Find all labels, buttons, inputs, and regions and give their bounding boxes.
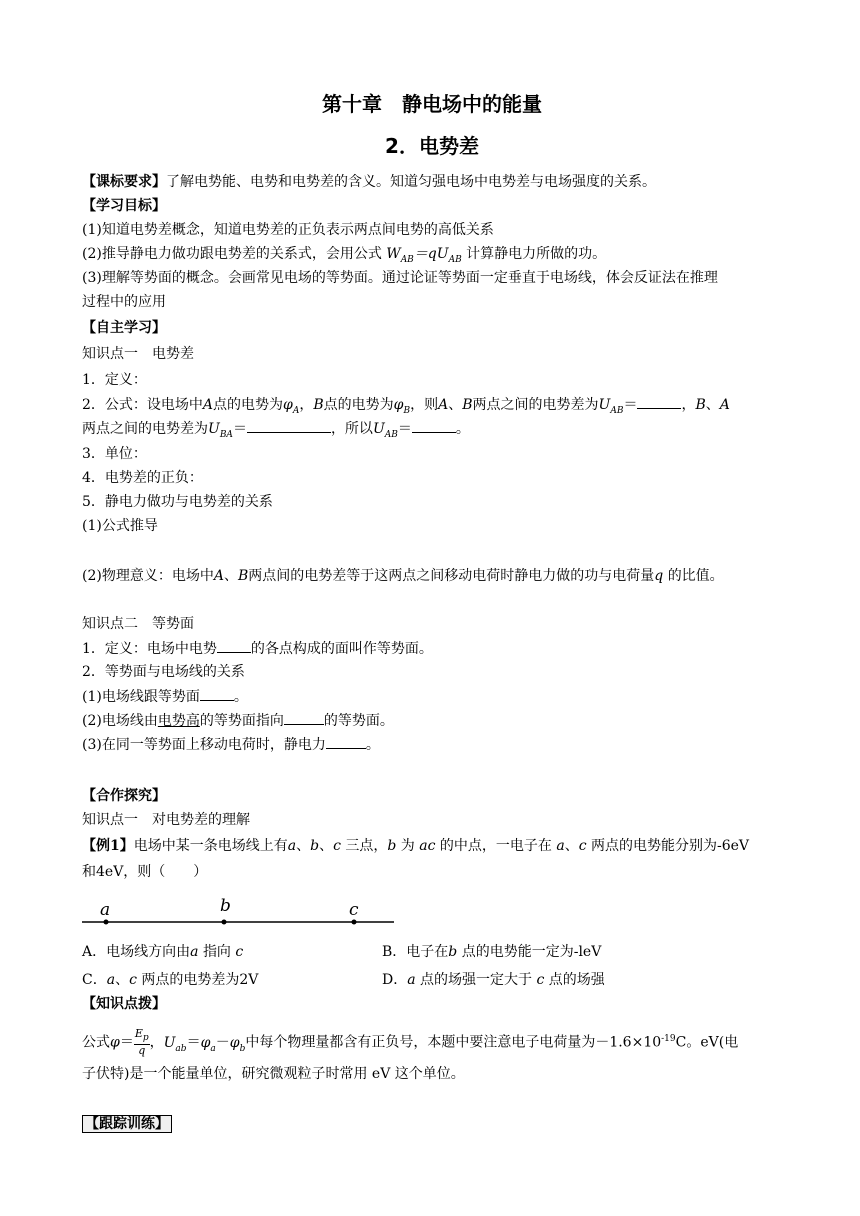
k1-formula-h: ，所以 bbox=[330, 421, 373, 437]
k1-def: 1．定义： bbox=[82, 372, 147, 388]
k2-r1 bbox=[82, 686, 782, 707]
k2-rel: 2．等势面与电场线的关系 bbox=[82, 664, 245, 680]
field-line-diagram bbox=[82, 896, 402, 936]
example-d: 的中点，一电子在 bbox=[439, 838, 552, 854]
goal-3: (3)理解等势面的概念。会画常见电场的等势面。通过论证等势面一定垂直于电场线，体会反证法在推理 bbox=[82, 270, 718, 286]
goal-1: (1)知道电势差概念，知道电势差的正负表示两点间电势的高低关系 bbox=[82, 222, 494, 238]
tips-c: C。eV(电 bbox=[675, 1034, 739, 1051]
k1-formula-g: 两点之间的电势差为 bbox=[82, 421, 208, 437]
k1-work: 5．静电力做功与电势差的关系 bbox=[82, 494, 273, 510]
tips-tag: 【知识点拨】 bbox=[82, 996, 166, 1012]
k2-r2-a: (2)电场线由 bbox=[82, 713, 158, 729]
k1-meaning: (2)物理意义：电场中A、B两点间的电势差等于这两点之间移动电荷时静电力做的功与电荷量q 的比值。 bbox=[82, 568, 724, 584]
blank-perp[interactable] bbox=[200, 686, 234, 701]
k1-formula: 2．公式：设电场中A点的电势为$\varphi_A$，B点的电势为$\varphi_B$，则A、B两点之间的电势差为$U_{AB}=$ ，B、A bbox=[82, 394, 782, 421]
example-a: 电场中某一条电场线上有 bbox=[133, 838, 288, 854]
requirement-tag: 【课标要求】 bbox=[82, 174, 166, 190]
label-a: a bbox=[100, 900, 111, 920]
option-b-text2: 点的电势能一定为-leV bbox=[461, 944, 602, 960]
k2-def bbox=[82, 638, 782, 659]
goal-3-cont: 过程中的应用 bbox=[82, 294, 166, 310]
k1-unit: 3．单位： bbox=[82, 446, 147, 462]
fraction-ep-q: $\frac{E_p}{q}$ bbox=[134, 1027, 149, 1058]
requirement-text: 了解电势能、电势和电势差的含义。知道匀强电场中电势差与电场强度的关系。 bbox=[166, 174, 656, 190]
chapter-title: 第十章 静电场中的能量 bbox=[322, 92, 542, 116]
goals-tag: 【学习目标】 bbox=[82, 198, 166, 214]
k1-meaning-a: (2)物理意义：电场中 bbox=[82, 568, 214, 584]
option-b-text: B．电子在 bbox=[382, 944, 449, 960]
tips-a: 公式 bbox=[82, 1034, 110, 1051]
goal-2-tail: 计算静电力所做的功。 bbox=[466, 246, 607, 262]
k2-r3-a: (3)在同一等势面上移动电荷时，静电力 bbox=[82, 737, 326, 753]
follow-line bbox=[82, 1114, 782, 1134]
k2-title: 知识点二 等势面 bbox=[82, 616, 194, 632]
example-c: 为 bbox=[400, 838, 415, 854]
option-c[interactable]: C．a、c 两点的电势差为2V bbox=[82, 972, 259, 988]
blank-uab-2[interactable] bbox=[412, 418, 456, 433]
k1-formula-e: 两点之间的电势差为 bbox=[472, 397, 599, 413]
option-d-text: D． bbox=[382, 972, 408, 988]
label-c: c bbox=[349, 900, 359, 920]
k1-formula-b: 点的电势为 bbox=[213, 397, 284, 413]
tips-exponent: -19 bbox=[661, 1034, 676, 1044]
k1-sign: 4．电势差的正负： bbox=[82, 470, 203, 486]
option-d-text3: 点的场强 bbox=[548, 972, 605, 988]
example-e: 两点的电势能分别为-6eV bbox=[591, 838, 750, 854]
option-c-text: C． bbox=[82, 972, 107, 988]
k2-r1-b: 。 bbox=[233, 689, 248, 705]
point-c bbox=[352, 920, 357, 925]
k2-r2 bbox=[82, 710, 782, 731]
option-a-text: A．电场线方向由 bbox=[82, 944, 191, 960]
option-a-text2: 指向 bbox=[202, 944, 231, 960]
coop-tag: 【合作探究】 bbox=[82, 788, 166, 804]
blank-low[interactable] bbox=[284, 710, 324, 725]
example-tag: 【例1】 bbox=[82, 838, 134, 854]
goal-2 bbox=[82, 244, 782, 270]
k1-formula-end: 。 bbox=[455, 421, 470, 437]
option-c-text2: 两点的电势差为2V bbox=[141, 972, 259, 988]
point-b bbox=[222, 920, 227, 925]
point-a bbox=[104, 920, 109, 925]
k2-r3 bbox=[82, 734, 782, 755]
blank-equal[interactable] bbox=[217, 638, 251, 653]
k1-formula-f: 、 bbox=[705, 397, 720, 413]
tips-line-2: 子伏特)是一个能量单位，研究微观粒子时常用 eV 这个单位。 bbox=[82, 1066, 465, 1082]
k1-formula-c: 点的电势为 bbox=[323, 397, 394, 413]
option-d-text2: 点的场强一定大于 bbox=[420, 972, 533, 988]
k2-r2-c: 的等势面。 bbox=[323, 713, 394, 729]
blank-uab[interactable] bbox=[637, 394, 681, 409]
k1-formula-a: 2．公式：设电场中 bbox=[82, 397, 203, 413]
k2-r3-b: 。 bbox=[365, 737, 380, 753]
k2-r2-b: 的等势面指向 bbox=[199, 713, 284, 729]
k1-derive: (1)公式推导 bbox=[82, 518, 158, 534]
section-title: 2．电势差 bbox=[385, 134, 479, 158]
example-line-2: 和4eV，则（ ） bbox=[82, 864, 208, 880]
k1-formula-cont: 两点之间的电势差为$U_{BA}=$ ，所以$U_{AB}=$ 。 bbox=[82, 418, 782, 445]
tips-b: 中每个物理量都含有正负号，本题中要注意电子电荷量为－1.6×10 bbox=[245, 1034, 662, 1051]
option-d[interactable]: D．a 点的场强一定大于 c 点的场强 bbox=[382, 972, 605, 988]
k2-r2-underlined: 电势高 bbox=[157, 713, 200, 729]
k1-meaning-b: 两点间的电势差等于这两点之间移动电荷时静电力做的功与电荷量 bbox=[248, 568, 655, 584]
k1-formula-d: ，则 bbox=[410, 397, 439, 413]
follow-tag: 【跟踪训练】 bbox=[82, 1115, 172, 1133]
example-b: 三点， bbox=[345, 838, 388, 854]
example-line-1: 【例1】电场中某一条电场线上有a、b、c 三点，b 为 ac 的中点，一电子在 a、c 两点的电势能分别为-6eV bbox=[82, 838, 750, 854]
blank-work[interactable] bbox=[326, 734, 366, 749]
k1-title: 知识点一 电势差 bbox=[82, 346, 194, 362]
k1-meaning-c: 的比值。 bbox=[667, 568, 724, 584]
c1-title: 知识点一 对电势差的理解 bbox=[82, 812, 250, 828]
k2-def-b: 的各点构成的面叫作等势面。 bbox=[250, 641, 433, 657]
goal-2-text: (2)推导静电力做功跟电势差的关系式，会用公式 bbox=[82, 246, 382, 262]
k2-def-a: 1．定义：电场中电势 bbox=[82, 641, 217, 657]
self-study-tag: 【自主学习】 bbox=[82, 320, 166, 336]
option-a[interactable]: A．电场线方向由a 指向 c bbox=[82, 944, 244, 960]
blank-uba[interactable] bbox=[247, 418, 331, 433]
option-b[interactable]: B．电子在b 点的电势能一定为-leV bbox=[382, 944, 602, 960]
k2-r1-a: (1)电场线跟等势面 bbox=[82, 689, 200, 705]
requirement-line bbox=[82, 172, 782, 192]
formula-w: $W_{AB}=qU_{AB}$ bbox=[386, 246, 462, 265]
tips-line-1: 公式φ＝ $\frac{E_p}{q}$ ，$U_{ab}=\varphi_a-\varphi_b$中每个物理量都含有正负号，本题中要注意电子电荷量为$-1.6\times 10^{-19}C$。eV(电 bbox=[82, 1027, 739, 1058]
label-b: b bbox=[220, 896, 231, 916]
